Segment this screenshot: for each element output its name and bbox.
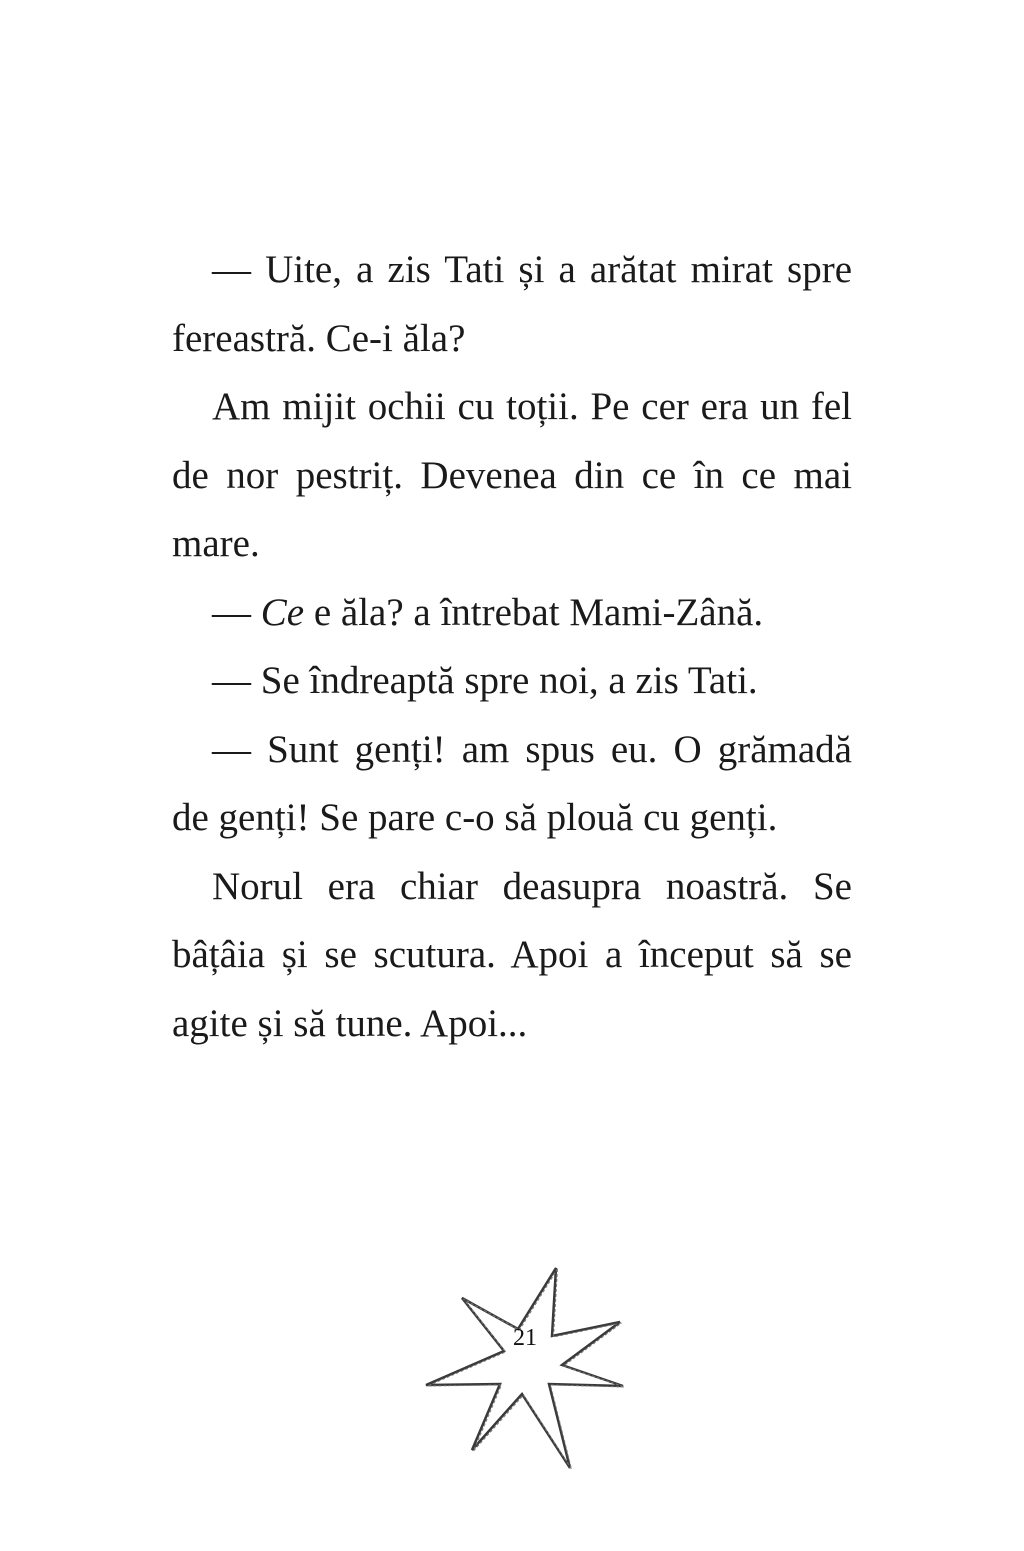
page-number: 21 [513, 1325, 537, 1351]
page-number-star [420, 1262, 630, 1472]
paragraph: — Ce e ăla? a întrebat Mami-Zână. [212, 590, 764, 634]
body-text [172, 236, 852, 1058]
paragraph: Am mijit ochii cu toții. Pe cer era un fel de nor pestriț. Devenea din ce în ce mai mare. [172, 385, 852, 565]
paragraph: — Se îndreaptă spre noi, a zis Tati. [212, 659, 758, 702]
paragraph: — Uite, a zis Tati și a arătat mirat spre fereastră. Ce-i ăla? [172, 248, 852, 360]
star-icon [420, 1262, 630, 1472]
paragraph: Norul era chiar deasupra noastră. Se bâțâia și se scutura. Apoi a început să se agite și să tune. Apoi... [172, 864, 852, 1045]
emphasis: Ce [260, 590, 305, 634]
paragraph: — Sunt genți! am spus eu. O grămadă de genți! Se pare c-o să plouă cu genți. [172, 727, 852, 839]
